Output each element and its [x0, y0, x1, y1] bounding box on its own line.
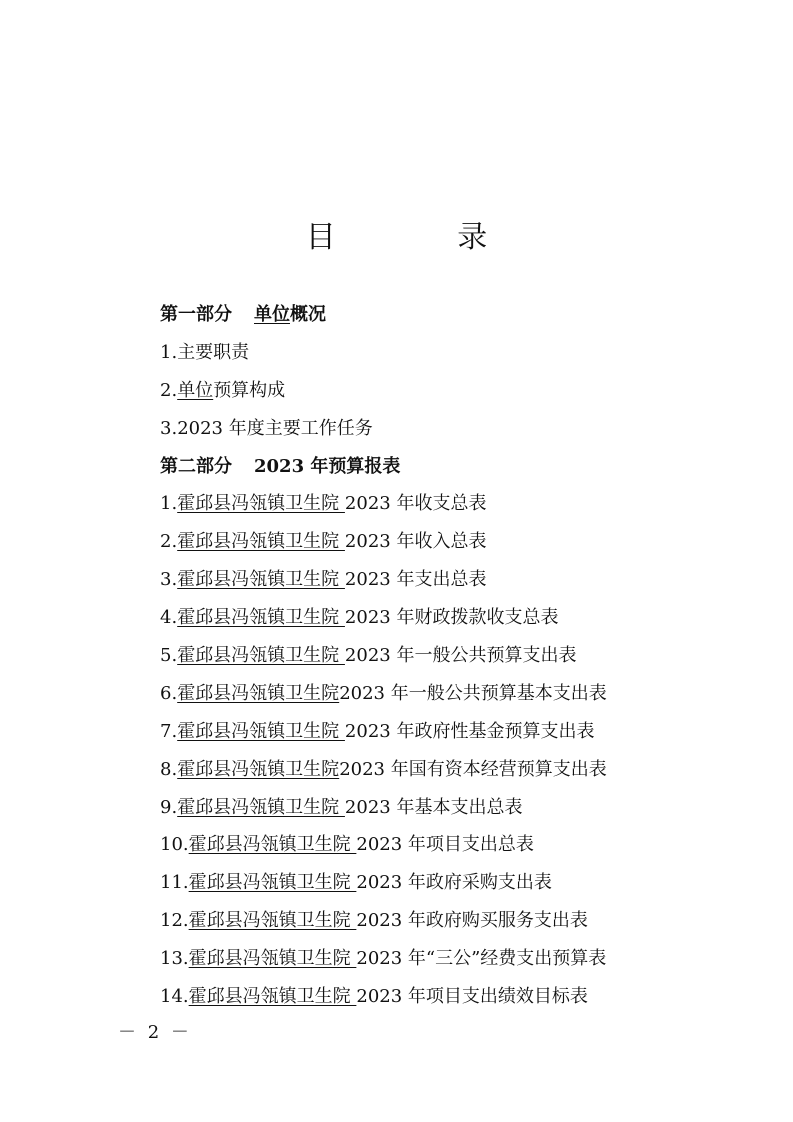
toc-entry[interactable] [160, 940, 760, 978]
toc-entry[interactable] [160, 523, 760, 561]
toc-entry-title: 2023 年项目支出绩效目标表 [356, 986, 588, 1008]
toc-entry-number: 3. [160, 417, 178, 439]
toc-entry[interactable] [160, 334, 760, 372]
part2-title: 2023 年预算报表 [254, 455, 401, 477]
table-of-contents [160, 296, 760, 1016]
toc-entry[interactable] [160, 902, 760, 940]
part1-prefix: 第一部分 [160, 304, 232, 325]
toc-entry-title: 2023 年政府性基金预算支出表 [344, 720, 595, 742]
toc-entry-title: 2023 年项目支出总表 [356, 834, 534, 856]
toc-entry[interactable] [160, 864, 760, 902]
toc-entry-number: 11. [160, 872, 189, 894]
toc-entry[interactable] [160, 561, 760, 599]
toc-entry[interactable] [160, 978, 760, 1016]
toc-entry-number: 1. [160, 341, 178, 363]
part2-heading[interactable] [160, 448, 760, 486]
toc-entry-number: 2. [160, 379, 178, 401]
toc-entry-title: 2023 年一般公共预算支出表 [344, 645, 577, 667]
toc-entry-number: 9. [160, 796, 178, 818]
toc-entry[interactable] [160, 751, 760, 789]
toc-entry[interactable] [160, 826, 760, 864]
toc-entry-unit-name: 霍邱县冯瓴镇卫生院 [188, 872, 357, 894]
toc-entry-unit-name: 霍邱县冯瓴镇卫生院 [188, 986, 357, 1008]
toc-entry-title: 2023 年“三公”经费支出预算表 [356, 948, 607, 970]
part1-heading[interactable] [160, 296, 760, 334]
toc-entry-number: 13. [160, 948, 189, 970]
toc-entry-number: 12. [160, 910, 189, 932]
toc-entry-unit-name: 霍邱县冯瓴镇卫生院 [177, 569, 345, 591]
toc-entry-title: 2023 年国有资本经营预算支出表 [339, 758, 607, 780]
toc-entry-title: 2023 年一般公共预算基本支出表 [339, 682, 607, 704]
toc-entry-number: 14. [160, 986, 189, 1008]
toc-entry-title: 2023 年收支总表 [344, 493, 487, 515]
toc-entry-title: 2023 年财政拨款收支总表 [344, 607, 559, 629]
part2-prefix: 第二部分 [160, 455, 232, 477]
part1-title-rest: 概况 [290, 304, 326, 325]
toc-entry-text: 主要职责 [177, 341, 250, 363]
toc-entry-title: 2023 年收入总表 [344, 531, 487, 553]
page-number: － 2 － [118, 1022, 192, 1043]
toc-entry[interactable] [160, 637, 760, 675]
toc-entry-unit-name: 霍邱县冯瓴镇卫生院 [177, 758, 340, 780]
toc-entry-number: 1. [160, 493, 178, 515]
toc-entry-unit-name: 霍邱县冯瓴镇卫生院 [188, 948, 357, 970]
toc-entry-unit-name: 霍邱县冯瓴镇卫生院 [177, 607, 345, 629]
toc-entry-title: 预算构成 [213, 379, 286, 401]
toc-entry-unit-name: 霍邱县冯瓴镇卫生院 [188, 834, 357, 856]
toc-entry[interactable] [160, 372, 760, 410]
toc-entry-number: 2. [160, 531, 178, 553]
toc-entry[interactable] [160, 789, 760, 827]
toc-entry-number: 5. [160, 645, 178, 667]
toc-entry-title: 2023 年基本支出总表 [344, 796, 523, 818]
toc-entry[interactable] [160, 675, 760, 713]
toc-entry-unit-name: 霍邱县冯瓴镇卫生院 [177, 645, 345, 667]
toc-entry[interactable] [160, 713, 760, 751]
toc-entry-text: 2023 年度主要工作任务 [177, 417, 373, 439]
toc-entry-number: 4. [160, 607, 178, 629]
toc-entry-unit-name: 单位 [177, 379, 214, 401]
toc-entry-unit-name: 霍邱县冯瓴镇卫生院 [177, 493, 345, 515]
toc-entry-unit-name: 霍邱县冯瓴镇卫生院 [188, 910, 357, 932]
toc-entry-title: 2023 年政府购买服务支出表 [356, 910, 588, 932]
toc-entry-number: 10. [160, 834, 189, 856]
part1-title-underlined: 单位 [254, 304, 290, 325]
toc-entry-unit-name: 霍邱县冯瓴镇卫生院 [177, 720, 345, 742]
toc-entry[interactable] [160, 599, 760, 637]
toc-entry-unit-name: 霍邱县冯瓴镇卫生院 [177, 682, 340, 704]
page-title: 目 录 [305, 220, 544, 255]
toc-entry-unit-name: 霍邱县冯瓴镇卫生院 [177, 796, 345, 818]
toc-entry[interactable] [160, 410, 760, 448]
toc-entry-number: 3. [160, 569, 178, 591]
toc-entry-unit-name: 霍邱县冯瓴镇卫生院 [177, 531, 345, 553]
toc-entry-number: 6. [160, 682, 178, 704]
toc-entry-title: 2023 年政府采购支出表 [356, 872, 552, 894]
toc-entry[interactable] [160, 485, 760, 523]
toc-entry-title: 2023 年支出总表 [344, 569, 487, 591]
toc-entry-number: 7. [160, 720, 178, 742]
toc-entry-number: 8. [160, 758, 178, 780]
